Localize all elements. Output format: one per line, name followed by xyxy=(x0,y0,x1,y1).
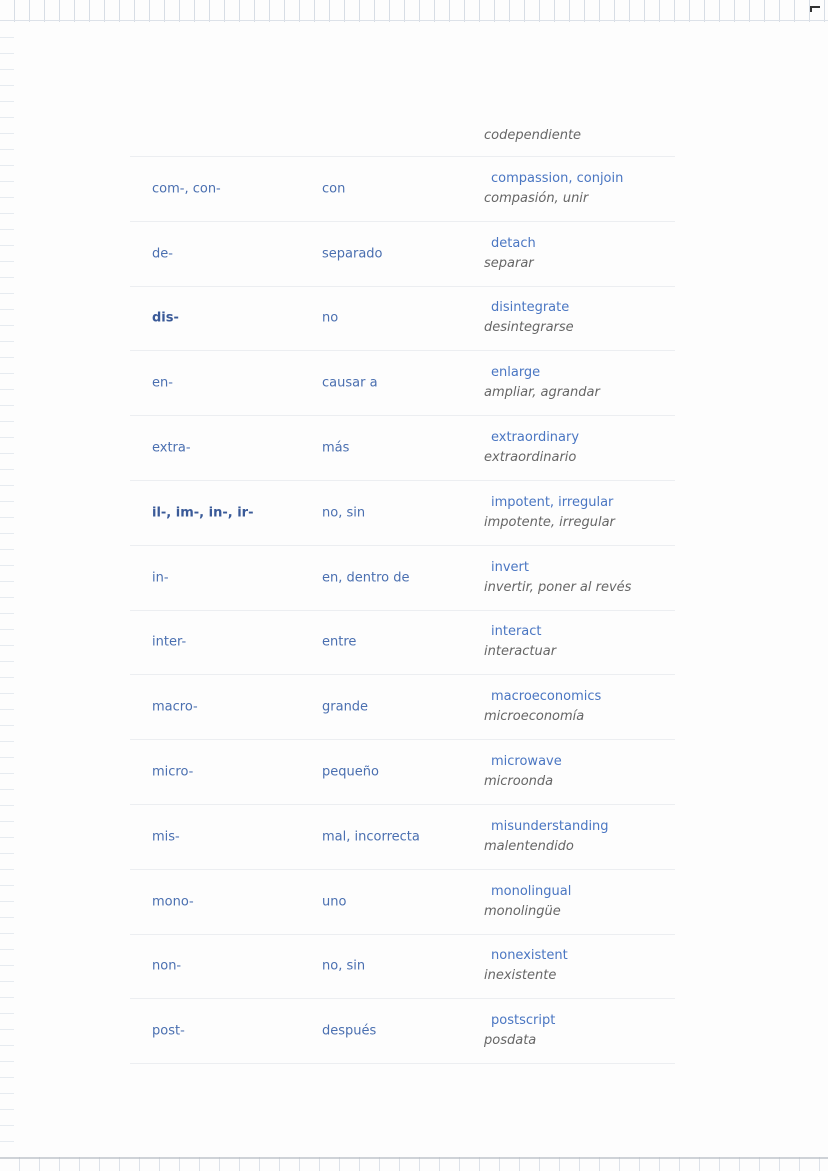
example-spanish: ampliar, agrandar xyxy=(484,385,600,401)
example-spanish: microeconomía xyxy=(484,709,585,725)
table-row xyxy=(130,481,675,546)
example-spanish: invertir, poner al revés xyxy=(484,579,632,595)
example-english: enlarge xyxy=(491,365,541,381)
meaning-cell: entre xyxy=(322,634,357,650)
meaning-cell: no, sin xyxy=(322,505,366,521)
meaning-cell: pequeño xyxy=(322,764,379,780)
example-cell xyxy=(484,234,536,274)
example-cell xyxy=(484,428,579,468)
example-cell xyxy=(484,558,631,598)
meaning-cell: con xyxy=(322,181,346,197)
example-cell xyxy=(484,817,609,857)
table-row xyxy=(130,611,675,676)
example-english: extraordinary xyxy=(491,430,580,446)
meaning-cell: causar a xyxy=(322,375,378,391)
table-row xyxy=(130,416,675,481)
example-english: monolingual xyxy=(491,883,572,899)
example-spanish: compasión, unir xyxy=(484,190,589,206)
table-row xyxy=(130,935,675,1000)
table-row xyxy=(130,222,675,287)
prefix-cell: macro- xyxy=(152,699,198,715)
example-spanish: interactuar xyxy=(484,644,557,660)
meaning-cell: no xyxy=(322,310,339,326)
example-english: misunderstanding xyxy=(491,818,609,834)
prefix-cell: com-, con- xyxy=(152,181,221,197)
example-cell xyxy=(484,1011,555,1051)
table-row xyxy=(130,287,675,352)
table-row xyxy=(130,805,675,870)
example-cell xyxy=(484,687,601,727)
meaning-cell: en, dentro de xyxy=(322,570,410,586)
prefix-cell: mono- xyxy=(152,894,194,910)
example-spanish: separar xyxy=(484,255,534,271)
prefix-cell: extra- xyxy=(152,440,191,456)
example-cell xyxy=(484,493,615,533)
prefix-cell: micro- xyxy=(152,764,194,780)
example-english: compassion, conjoin xyxy=(491,170,624,186)
prefix-cell: post- xyxy=(152,1023,185,1039)
meaning-cell: mal, incorrecta xyxy=(322,829,420,845)
prefix-cell: en- xyxy=(152,375,173,391)
example-cell xyxy=(484,126,581,146)
prefix-table xyxy=(130,118,675,1064)
example-cell xyxy=(484,946,568,986)
example-spanish: codependiente xyxy=(484,128,582,143)
example-english: impotent, irregular xyxy=(491,494,614,510)
example-spanish: monolingüe xyxy=(484,903,561,919)
example-cell xyxy=(484,169,623,209)
table-row xyxy=(130,870,675,935)
example-english: macroeconomics xyxy=(491,689,602,705)
meaning-cell: grande xyxy=(322,699,369,715)
prefix-cell: dis- xyxy=(152,310,179,326)
example-cell xyxy=(484,882,571,922)
meaning-cell: uno xyxy=(322,894,347,910)
table-row xyxy=(130,675,675,740)
prefix-cell: mis- xyxy=(152,829,180,845)
example-english: detach xyxy=(491,235,536,251)
example-spanish: extraordinario xyxy=(484,450,577,466)
prefix-cell: de- xyxy=(152,246,173,262)
scan-ruler-left xyxy=(0,22,14,1142)
example-cell xyxy=(484,363,600,403)
example-spanish: microonda xyxy=(484,774,554,790)
meaning-cell: después xyxy=(322,1023,377,1039)
table-row-continuation xyxy=(130,118,675,157)
table-row xyxy=(130,351,675,416)
prefix-cell: inter- xyxy=(152,634,187,650)
example-english: disintegrate xyxy=(491,300,570,316)
example-spanish: posdata xyxy=(484,1033,537,1049)
example-english: postscript xyxy=(491,1013,556,1029)
example-english: nonexistent xyxy=(491,948,568,964)
prefix-cell: non- xyxy=(152,958,182,974)
scan-ruler-top xyxy=(0,0,828,22)
meaning-cell: separado xyxy=(322,246,383,262)
prefix-cell: il-, im-, in-, ir- xyxy=(152,505,254,521)
example-english: microwave xyxy=(491,754,562,770)
meaning-cell: más xyxy=(322,440,350,456)
example-spanish: malentendido xyxy=(484,838,574,854)
example-spanish: desintegrarse xyxy=(484,320,574,336)
corner-mark xyxy=(810,6,820,12)
meaning-cell: no, sin xyxy=(322,958,366,974)
example-spanish: inexistente xyxy=(484,968,557,984)
table-row xyxy=(130,157,675,222)
table-row xyxy=(130,740,675,805)
example-spanish: impotente, irregular xyxy=(484,514,615,530)
example-english: interact xyxy=(491,624,542,640)
scan-ruler-bottom xyxy=(0,1157,828,1171)
example-english: invert xyxy=(491,559,529,575)
prefix-cell: in- xyxy=(152,570,169,586)
table-row xyxy=(130,999,675,1064)
table-row xyxy=(130,546,675,611)
example-cell xyxy=(484,298,574,338)
example-cell xyxy=(484,752,562,792)
example-cell xyxy=(484,622,556,662)
